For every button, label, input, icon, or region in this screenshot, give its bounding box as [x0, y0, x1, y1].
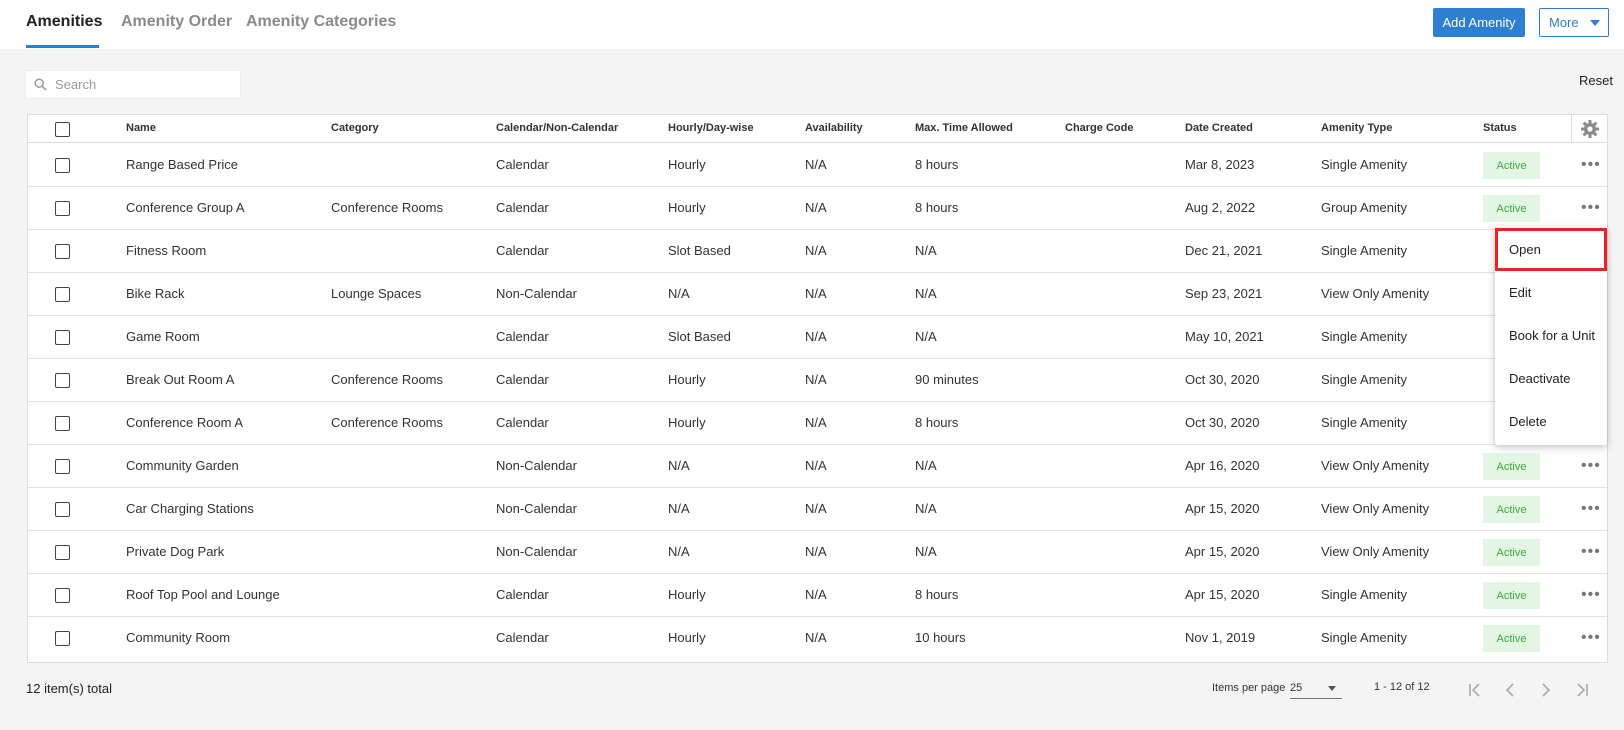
cell-calendar: Calendar	[496, 243, 549, 258]
cell-hourly: N/A	[668, 286, 690, 301]
cell-name[interactable]: Range Based Price	[126, 157, 239, 172]
cell-amenity-type: Single Amenity	[1321, 587, 1407, 602]
cell-hourly: N/A	[668, 458, 690, 473]
next-page-button[interactable]	[1536, 680, 1556, 700]
total-count: 12 item(s) total	[26, 681, 112, 696]
top-bar	[0, 0, 1624, 49]
cell-date-created: Apr 15, 2020	[1185, 501, 1260, 516]
cell-amenity-type: Single Amenity	[1321, 329, 1407, 344]
gear-icon	[1580, 119, 1600, 139]
tab-amenity-categories[interactable]: Amenity Categories	[246, 13, 397, 30]
cell-amenity-type: Group Amenity	[1321, 200, 1407, 215]
chevron-right-icon	[1538, 682, 1554, 698]
menu-item-book-for-unit[interactable]: Book for a Unit	[1509, 328, 1595, 343]
row-checkbox[interactable]	[55, 588, 70, 603]
cell-calendar: Calendar	[496, 630, 549, 645]
cell-name[interactable]: Conference Room A	[126, 415, 244, 430]
cell-hourly: Slot Based	[668, 243, 731, 258]
cell-amenity-type: Single Amenity	[1321, 243, 1407, 258]
column-header-status[interactable]: Status	[1483, 122, 1517, 134]
row-checkbox[interactable]	[55, 502, 70, 517]
cell-max-time: N/A	[915, 458, 937, 473]
caret-down-icon	[1328, 686, 1336, 691]
active-tab-indicator	[26, 45, 99, 48]
cell-availability: N/A	[805, 157, 827, 172]
row-checkbox[interactable]	[55, 158, 70, 173]
cell-name[interactable]: Fitness Room	[126, 243, 207, 258]
status-badge: Active	[1483, 453, 1540, 480]
tab-amenity-order[interactable]: Amenity Order	[121, 13, 233, 30]
cell-availability: N/A	[805, 587, 827, 602]
cell-calendar: Calendar	[496, 372, 549, 387]
table-row[interactable]	[28, 144, 1607, 187]
cell-hourly: Hourly	[668, 157, 706, 172]
amenities-table	[27, 114, 1608, 663]
menu-item-open[interactable]: Open	[1495, 228, 1607, 271]
cell-name[interactable]: Roof Top Pool and Lounge	[126, 587, 280, 602]
more-horizontal-icon[interactable]: •••	[1581, 586, 1601, 603]
column-header-hourly[interactable]: Hourly/Day-wise	[668, 122, 754, 134]
row-checkbox[interactable]	[55, 545, 70, 560]
cell-category: Conference Rooms	[331, 200, 443, 215]
items-per-page-label: Items per page	[1212, 682, 1286, 694]
cell-date-created: Oct 30, 2020	[1185, 415, 1260, 430]
cell-availability: N/A	[805, 329, 827, 344]
cell-max-time: 8 hours	[915, 587, 959, 602]
cell-hourly: Hourly	[668, 415, 706, 430]
column-header-calendar[interactable]: Calendar/Non-Calendar	[496, 122, 619, 134]
cell-name[interactable]: Bike Rack	[126, 286, 185, 301]
more-horizontal-icon[interactable]: •••	[1581, 457, 1601, 474]
last-page-icon	[1574, 682, 1590, 698]
cell-category: Conference Rooms	[331, 415, 443, 430]
cell-hourly: Slot Based	[668, 329, 731, 344]
reset-link[interactable]: Reset	[1579, 73, 1613, 88]
row-checkbox[interactable]	[55, 416, 70, 431]
more-horizontal-icon[interactable]: •••	[1581, 500, 1601, 517]
status-badge: Active	[1483, 582, 1540, 609]
search-box[interactable]	[25, 70, 241, 99]
first-page-icon	[1467, 682, 1483, 698]
cell-availability: N/A	[805, 501, 827, 516]
cell-name[interactable]: Break Out Room A	[126, 372, 235, 387]
cell-max-time: N/A	[915, 286, 937, 301]
cell-availability: N/A	[805, 200, 827, 215]
column-header-availability[interactable]: Availability	[805, 122, 863, 134]
cell-name[interactable]: Game Room	[126, 329, 200, 344]
row-checkbox[interactable]	[55, 287, 70, 302]
cell-hourly: Hourly	[668, 372, 706, 387]
cell-availability: N/A	[805, 243, 827, 258]
cell-max-time: N/A	[915, 329, 937, 344]
column-settings-button[interactable]	[1571, 115, 1607, 143]
cell-hourly: Hourly	[668, 630, 706, 645]
cell-amenity-type: Single Amenity	[1321, 630, 1407, 645]
more-horizontal-icon[interactable]: •••	[1581, 199, 1601, 216]
cell-amenity-type: Single Amenity	[1321, 372, 1407, 387]
menu-item-delete[interactable]: Delete	[1509, 414, 1547, 429]
cell-date-created: Apr 16, 2020	[1185, 458, 1260, 473]
column-header-charge-code[interactable]: Charge Code	[1065, 122, 1134, 134]
status-badge: Active	[1483, 625, 1540, 652]
cell-availability: N/A	[805, 286, 827, 301]
cell-date-created: May 10, 2021	[1185, 329, 1264, 344]
column-header-amenity-type[interactable]: Amenity Type	[1321, 122, 1393, 134]
cell-category: Conference Rooms	[331, 372, 443, 387]
cell-name[interactable]: Car Charging Stations	[126, 501, 254, 516]
status-badge: Active	[1483, 152, 1540, 179]
cell-hourly: Hourly	[668, 587, 706, 602]
cell-date-created: Sep 23, 2021	[1185, 286, 1263, 301]
table-row[interactable]	[28, 402, 1607, 445]
items-per-page-select[interactable]	[1290, 678, 1342, 699]
cell-max-time: 8 hours	[915, 415, 959, 430]
column-header-max-time[interactable]: Max. Time Allowed	[915, 122, 1013, 134]
row-actions-menu	[1495, 228, 1607, 445]
cell-max-time: N/A	[915, 501, 937, 516]
search-icon	[34, 78, 47, 91]
page-range: 1 - 12 of 12	[1374, 681, 1430, 693]
prev-page-button[interactable]	[1500, 680, 1520, 700]
row-checkbox[interactable]	[55, 459, 70, 474]
cell-amenity-type: View Only Amenity	[1321, 544, 1430, 559]
items-per-page-value: 25	[1290, 682, 1303, 694]
cell-calendar: Calendar	[496, 200, 549, 215]
cell-max-time: 90 minutes	[915, 372, 979, 387]
more-button-label: More	[1549, 15, 1579, 30]
table-row[interactable]	[28, 187, 1607, 230]
cell-amenity-type: Single Amenity	[1321, 157, 1407, 172]
cell-calendar: Calendar	[496, 157, 549, 172]
menu-item-edit[interactable]: Edit	[1509, 285, 1532, 300]
cell-name[interactable]: Private Dog Park	[126, 544, 225, 559]
table-row[interactable]	[28, 230, 1607, 273]
status-badge: Active	[1483, 496, 1540, 523]
cell-date-created: Nov 1, 2019	[1185, 630, 1256, 645]
cell-hourly: N/A	[668, 501, 690, 516]
row-checkbox[interactable]	[55, 373, 70, 388]
table-row[interactable]	[28, 445, 1607, 488]
caret-down-icon	[1590, 20, 1600, 26]
cell-calendar: Calendar	[496, 587, 549, 602]
more-horizontal-icon[interactable]: •••	[1581, 543, 1601, 560]
row-checkbox[interactable]	[55, 330, 70, 345]
cell-availability: N/A	[805, 372, 827, 387]
more-horizontal-icon[interactable]: •••	[1581, 629, 1601, 646]
cell-availability: N/A	[805, 544, 827, 559]
cell-calendar: Non-Calendar	[496, 501, 577, 516]
cell-availability: N/A	[805, 458, 827, 473]
cell-calendar: Non-Calendar	[496, 286, 577, 301]
cell-amenity-type: View Only Amenity	[1321, 286, 1430, 301]
cell-date-created: Apr 15, 2020	[1185, 544, 1260, 559]
cell-calendar: Non-Calendar	[496, 544, 577, 559]
last-page-button[interactable]	[1572, 680, 1592, 700]
cell-amenity-type: Single Amenity	[1321, 415, 1407, 430]
cell-calendar: Non-Calendar	[496, 458, 577, 473]
row-checkbox[interactable]	[55, 201, 70, 216]
tab-amenities[interactable]: Amenities	[26, 13, 103, 30]
cell-availability: N/A	[805, 415, 827, 430]
cell-date-created: Oct 30, 2020	[1185, 372, 1260, 387]
table-row[interactable]	[28, 359, 1607, 402]
cell-amenity-type: View Only Amenity	[1321, 501, 1430, 516]
cell-max-time: 8 hours	[915, 200, 959, 215]
cell-date-created: Apr 15, 2020	[1185, 587, 1260, 602]
column-header-category[interactable]: Category	[331, 122, 379, 134]
column-header-date-created[interactable]: Date Created	[1185, 122, 1253, 134]
more-dropdown-button[interactable]	[1539, 8, 1609, 37]
cell-hourly: Hourly	[668, 200, 706, 215]
cell-category: Lounge Spaces	[331, 286, 422, 301]
cell-max-time: 10 hours	[915, 630, 966, 645]
search-input[interactable]	[55, 77, 225, 92]
table-header	[28, 115, 1607, 143]
first-page-button[interactable]	[1465, 680, 1485, 700]
table-row[interactable]	[28, 531, 1607, 574]
more-horizontal-icon[interactable]: •••	[1581, 156, 1601, 173]
table-row[interactable]	[28, 617, 1607, 660]
add-amenity-button[interactable]: Add Amenity	[1433, 8, 1525, 37]
row-checkbox[interactable]	[55, 631, 70, 646]
cell-date-created: Aug 2, 2022	[1185, 200, 1256, 215]
cell-calendar: Calendar	[496, 329, 549, 344]
cell-name[interactable]: Conference Group A	[126, 200, 245, 215]
row-checkbox[interactable]	[55, 244, 70, 259]
table-row[interactable]	[28, 574, 1607, 617]
select-all-checkbox[interactable]	[55, 122, 70, 137]
cell-hourly: N/A	[668, 544, 690, 559]
chevron-left-icon	[1502, 682, 1518, 698]
menu-item-deactivate[interactable]: Deactivate	[1509, 371, 1571, 386]
table-row[interactable]	[28, 273, 1607, 316]
cell-max-time: 8 hours	[915, 157, 959, 172]
cell-date-created: Dec 21, 2021	[1185, 243, 1263, 258]
status-badge: Active	[1483, 195, 1540, 222]
cell-date-created: Mar 8, 2023	[1185, 157, 1255, 172]
cell-availability: N/A	[805, 630, 827, 645]
column-header-name[interactable]: Name	[126, 122, 156, 134]
cell-amenity-type: View Only Amenity	[1321, 458, 1430, 473]
cell-name[interactable]: Community Room	[126, 630, 231, 645]
status-badge: Active	[1483, 539, 1540, 566]
cell-calendar: Calendar	[496, 415, 549, 430]
cell-name[interactable]: Community Garden	[126, 458, 239, 473]
cell-max-time: N/A	[915, 243, 937, 258]
table-row[interactable]	[28, 316, 1607, 359]
table-row[interactable]	[28, 488, 1607, 531]
cell-max-time: N/A	[915, 544, 937, 559]
